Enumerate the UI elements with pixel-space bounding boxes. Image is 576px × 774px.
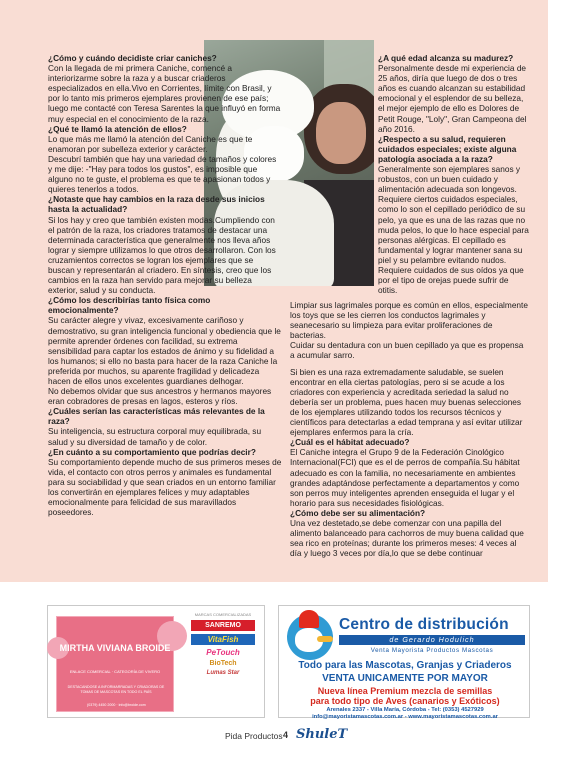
interview-question: ¿Notaste que hay cambios en la raza desde sus inicios hasta la actualidad?	[48, 194, 265, 215]
broide-subtitle: ENLACE COMERCIAL · CATEGORÍA DE VIVERO	[69, 669, 161, 674]
interview-question: ¿Qué te llamó la atención de ellos?	[48, 123, 187, 134]
interview-question: ¿A qué edad alcanza su madurez?	[378, 53, 514, 63]
distribution-address: Arenales 2337 - Villa María, Córdoba - Tel: (0353) 4527929	[326, 707, 484, 713]
interview-question: ¿Cuál es el hábitat adecuado?	[290, 437, 410, 448]
broide-pink-panel	[56, 616, 174, 712]
distribution-title: Centro de distribución	[339, 616, 509, 633]
interview-answer: Descubrí también que hay una variedad de tamaños y colores y me dije: -"Hay para todos los gustos", es imposible que alguno no te guste, el problema es que te apasionan todos y quieres tenerlos a todos.	[48, 153, 277, 195]
woodpecker-beak	[317, 636, 333, 642]
interview-answer: Limpiar sus lagrimales porque es común en ellos, especialmente los toys que se les cierren los conductos lagrimales y seanecesario su limpieza para evitar proliferaciones de bacterias.	[290, 300, 528, 341]
distribution-subtitle: Venta Mayorista Productos Mascotas	[370, 647, 494, 654]
page-number: 4	[283, 730, 289, 740]
interview-answer: Generalmente son ejemplares sanos y robustos, con un buen cuidado y alimentación adecuada son longevos. Requiere ciertos cuidados especiales, como lo son el cepillado periódico de su pelo, ya que es una de las razas que no muda pelos, lo que lo hace especial para personas alérgicas. El cepillado es fundamental y lograr mantener sana su piel y su pelambre evitando nudos.	[378, 164, 529, 265]
interview-question: ¿En cuánto a su comportamiento que podrías decir?	[48, 446, 256, 457]
distribution-contact-link[interactable]: info@mayoristamascotas.com.ar - www.mayoristamascotas.com.ar	[312, 714, 498, 720]
interview-answer: El Caniche integra el Grupo 9 de la Federación Cinológico Internacional(FCI) que es el de perros de compañía.Su hábitat adecuado es con la familia, no necesariamente en ambientes grandes adaptándose perfectamente a departamentos y como son perros muy inteligentes aprenden enseguida el lugar y el horario para sus necesidades fisiológicas.	[290, 447, 520, 508]
interview-answer: Cuidar su dentadura con un buen cepillado ya que es propensa a acumular sarro.	[290, 340, 524, 361]
interview-answer: Personalmente desde mi experiencia de 25 años, diría que luego de dos o tres años es cuando alcanzan su estabilidad emocional y el esplendor de su belleza, el mejor ejemplo de ello es Dolores de Petit Rouge, "Loly", Gran Campeona del año 2016.	[378, 63, 527, 134]
vitafish-logo: VitaFish	[191, 634, 255, 645]
distribution-sale-line: VENTA UNICAMENTE POR MAYOR	[322, 673, 488, 684]
broide-description: DESTACANDOSE A INFORMARRADAS Y CRIADORAS DE TOMAS DE MASCOTAS EN TODO EL PAÍS	[67, 685, 165, 694]
interview-answer: Lo que más me llamó la atención del Caniche es que te enamoran por subelleza exterior y carácter.	[48, 133, 253, 154]
interview-question: ¿Cuáles serían las características más relevantes de la raza?	[48, 406, 265, 427]
petouch-logo: PeTouch	[206, 648, 240, 657]
woodpecker-crest	[299, 610, 319, 628]
advertisement-broide[interactable]	[47, 605, 265, 718]
interview-question: ¿Cómo debe ser su alimentación?	[290, 507, 426, 518]
distribution-main-line: Todo para las Mascotas, Granjas y Criaderos	[298, 660, 512, 671]
broide-brand-list	[184, 612, 262, 716]
biotech-logo: BioTech	[209, 660, 237, 667]
interview-answer: Su inteligencia, su estructura corporal muy equilibrada, su salud y su diversidad de tamaño y de color.	[48, 426, 262, 447]
distribution-owner-band: de Gerardo Hodulich	[339, 635, 525, 645]
broide-brand-name: MIRTHA VIVIANA BROIDE	[59, 643, 171, 653]
interview-question: ¿Respecto a su salud, requieren cuidados especiales; existe alguna patología asociada a la raza?	[378, 133, 517, 164]
distribution-promo-line-2: para todo tipo de Aves (canarios y Exóticos)	[310, 696, 500, 706]
article-left-column	[48, 53, 282, 517]
broide-contact: (0379) 4450 2000 · info@broide.com	[87, 703, 146, 707]
advertisement-centro-distribucion[interactable]	[278, 605, 530, 718]
interview-answer: Su carácter alegre y vivaz, excesivamente cariñoso y demostrativo, su gran inteligencia funcional y obediencia que le permite aprender órdenes con facilidad, su extrema sensibilidad para captar los estados de ánimo y su fidelidad a los humanos; si ello no basta para hacer de la raza Caniche la preferida por muchos, su aparente fragilidad y delicadeza hacen de ellos unos excelentes guardianes delhogar.	[48, 315, 281, 386]
article-wide-column	[290, 300, 530, 558]
sanremo-logo: SANREMO	[191, 620, 255, 631]
page-footer	[0, 728, 576, 748]
interview-answer: Su comportamiento depende mucho de sus primeros meses de vida, el contacto con otros perros y animales es fundamental para su sociabilidad y que sean criados en un entorno familiar los convertirán en ejemplares felices y muy adaptables emocionalmente para felicidad de sus maravillados poseedores.	[48, 456, 282, 518]
photo-woman-face	[316, 102, 366, 164]
interview-answer: No debemos olvidar que sus ancestros y hermanos mayores eran cobradores de presas en lagos, esteros y ríos.	[48, 386, 272, 407]
interview-answer: Una vez destetado,se debe comenzar con una papilla del alimento balanceado para cachorros de muy buena calidad que sea rico en proteínas; durante los primeros meses: 4 veces al día y luego 3 veces por día,lo que se debe continuar	[290, 517, 524, 559]
interview-question: ¿Cómo y cuándo decidiste criar caniches?	[48, 53, 217, 63]
interview-answer: Con la llegada de mi primera Caniche, comencé a interiorizarme sobre la raza y a buscar criaderos especializados en ella.Vivo en Corrientes, límite con Brasil, y por lo tanto mis primeros ejemplares provienen de ese país; luego me contacté con Teresa Sarentes la que influyó en forma muy especial en el conocimiento de la raza.	[48, 63, 281, 124]
shulet-logo: ShuleT	[296, 727, 348, 742]
article-right-column	[378, 53, 530, 295]
brands-header: MARCAS COMERCIALIZADAS	[194, 612, 252, 617]
interview-answer: Si bien es una raza extremadamente saludable, se suelen encontrar en ella ciertas patologías, pero si se acude a los criadores con experiencia y acreditada seriedad la salud no debería ser un problema, pues hacen muy buenas selecciones de los ejemplares utilizando todos los recursos técnicos y científicos para detectarlas a edad temprana y así evitar utilizar ejemplares enfermos para la cría.	[290, 366, 523, 438]
lumas-star-logo: Lumas Star	[206, 670, 240, 676]
woodpecker-mascot-icon	[287, 614, 333, 660]
publication-name: Pida Productos	[225, 731, 283, 741]
interview-question: ¿Cómo los describirías tanto física como emocionalmente?	[48, 295, 211, 316]
interview-answer: Requiere cuidados de sus oídos ya que por el tipo de orejas puede sufrir de otitis.	[378, 264, 524, 296]
interview-answer: Si los hay y creo que también existen modas.Cumpliendo con el patrón de la raza, los criadores tratamos de destacar una determinada característica que generalmente nos lleva años lograr y siempre utilizamos lo que otros desarrollaron. Con los cruzamientos correctos se logran los ejemplares que se buscan y representarán al criadero. En síntesis, creo que los cambios en la raza han servido para mejorar su belleza exterior, salud y su conducta.	[48, 214, 276, 296]
distribution-promo-line-1: Nueva línea Premium mezcla de semillas	[317, 686, 493, 696]
